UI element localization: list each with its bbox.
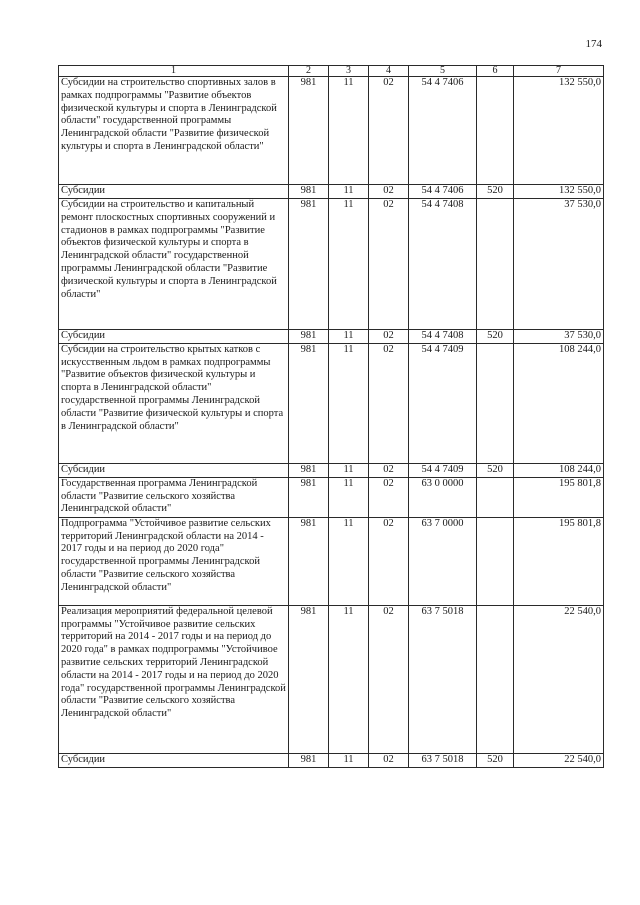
row-c5: 54 4 7406 bbox=[409, 185, 477, 199]
row-name: Субсидии bbox=[59, 753, 289, 767]
row-c3: 11 bbox=[329, 330, 369, 344]
row-c4: 02 bbox=[369, 605, 409, 753]
row-c3: 11 bbox=[329, 517, 369, 605]
row-name: Реализация мероприятий федеральной целевой программы "Устойчивое развитие сельских территорий на 2014 - 2017 годы и на период до 2020 года" в рамках подпрограммы "Устойчивое развитие сельских территорий Ленинградской области на 2014 - 2017 годы и на период до 2020 года" государственной программы Ленинградской области "Развитие сельского хозяйства Ленинградской области" bbox=[59, 605, 289, 753]
row-c5: 54 4 7409 bbox=[409, 463, 477, 477]
row-c6 bbox=[477, 477, 514, 517]
row-amount: 37 530,0 bbox=[514, 199, 604, 330]
table-row bbox=[59, 753, 604, 767]
row-c5: 54 4 7408 bbox=[409, 199, 477, 330]
column-number-row bbox=[59, 66, 604, 77]
table-row bbox=[59, 77, 604, 185]
row-c2: 981 bbox=[289, 605, 329, 753]
column-header: 2 bbox=[289, 66, 329, 77]
row-c6 bbox=[477, 199, 514, 330]
row-c2: 981 bbox=[289, 199, 329, 330]
row-amount: 22 540,0 bbox=[514, 753, 604, 767]
row-c6: 520 bbox=[477, 753, 514, 767]
row-c4: 02 bbox=[369, 343, 409, 463]
row-c5: 63 7 5018 bbox=[409, 605, 477, 753]
row-name: Субсидии на строительство и капитальный ремонт плоскостных спортивных сооружений и стадионов в рамках подпрограммы "Развитие объектов физической культуры и спорта в Ленинградской области" государственной программы Ленинградской области "Развитие физической культуры и спорта в Ленинградской области" bbox=[59, 199, 289, 330]
row-c3: 11 bbox=[329, 199, 369, 330]
column-header: 7 bbox=[514, 66, 604, 77]
table-row bbox=[59, 330, 604, 344]
column-header: 4 bbox=[369, 66, 409, 77]
row-amount: 195 801,8 bbox=[514, 477, 604, 517]
page-number: 174 bbox=[585, 38, 602, 50]
column-header: 1 bbox=[59, 66, 289, 77]
row-c3: 11 bbox=[329, 343, 369, 463]
row-c5: 63 7 0000 bbox=[409, 517, 477, 605]
row-c5: 54 4 7406 bbox=[409, 77, 477, 185]
row-c2: 981 bbox=[289, 343, 329, 463]
row-c5: 63 0 0000 bbox=[409, 477, 477, 517]
row-c5: 63 7 5018 bbox=[409, 753, 477, 767]
table-row bbox=[59, 463, 604, 477]
table-row bbox=[59, 477, 604, 517]
row-amount: 22 540,0 bbox=[514, 605, 604, 753]
row-amount: 108 244,0 bbox=[514, 463, 604, 477]
row-c4: 02 bbox=[369, 463, 409, 477]
column-header: 3 bbox=[329, 66, 369, 77]
row-amount: 108 244,0 bbox=[514, 343, 604, 463]
row-name: Субсидии на строительство спортивных залов в рамках подпрограммы "Развитие объектов физической культуры и спорта в Ленинградской области" государственной программы Ленинградской области "Развитие физической культуры и спорта в Ленинградской области" bbox=[59, 77, 289, 185]
row-c5: 54 4 7408 bbox=[409, 330, 477, 344]
column-header: 6 bbox=[477, 66, 514, 77]
row-c4: 02 bbox=[369, 477, 409, 517]
row-c4: 02 bbox=[369, 753, 409, 767]
table-row bbox=[59, 343, 604, 463]
row-name: Субсидии bbox=[59, 330, 289, 344]
row-c2: 981 bbox=[289, 517, 329, 605]
row-c4: 02 bbox=[369, 185, 409, 199]
row-c3: 11 bbox=[329, 77, 369, 185]
row-c3: 11 bbox=[329, 605, 369, 753]
row-c6 bbox=[477, 605, 514, 753]
row-c2: 981 bbox=[289, 753, 329, 767]
table-row bbox=[59, 605, 604, 753]
row-name: Субсидии на строительство крытых катков с искусственным льдом в рамках подпрограммы "Развитие объектов физической культуры и спорта в Ленинградской области" государственной программы Ленинградской области "Развитие физической культуры и спорта в Ленинградской области" bbox=[59, 343, 289, 463]
table-row bbox=[59, 517, 604, 605]
column-header: 5 bbox=[409, 66, 477, 77]
row-c3: 11 bbox=[329, 477, 369, 517]
row-c4: 02 bbox=[369, 330, 409, 344]
row-name: Субсидии bbox=[59, 185, 289, 199]
row-name: Подпрограмма "Устойчивое развитие сельских территорий Ленинградской области на 2014 - 2017 годы и на период до 2020 года" государственной программы Ленинградской области "Развитие сельского хозяйства Ленинградской области" bbox=[59, 517, 289, 605]
row-c6 bbox=[477, 517, 514, 605]
row-c4: 02 bbox=[369, 517, 409, 605]
row-c2: 981 bbox=[289, 463, 329, 477]
row-c2: 981 bbox=[289, 330, 329, 344]
row-c4: 02 bbox=[369, 199, 409, 330]
row-c2: 981 bbox=[289, 477, 329, 517]
row-amount: 37 530,0 bbox=[514, 330, 604, 344]
row-c6: 520 bbox=[477, 330, 514, 344]
row-c2: 981 bbox=[289, 77, 329, 185]
row-amount: 132 550,0 bbox=[514, 185, 604, 199]
row-name: Субсидии bbox=[59, 463, 289, 477]
row-c3: 11 bbox=[329, 753, 369, 767]
row-c2: 981 bbox=[289, 185, 329, 199]
row-amount: 132 550,0 bbox=[514, 77, 604, 185]
budget-table bbox=[58, 65, 604, 768]
table-row bbox=[59, 185, 604, 199]
row-c5: 54 4 7409 bbox=[409, 343, 477, 463]
row-name: Государственная программа Ленинградской области "Развитие сельского хозяйства Ленинградской области" bbox=[59, 477, 289, 517]
row-c6 bbox=[477, 343, 514, 463]
row-c3: 11 bbox=[329, 463, 369, 477]
row-c6 bbox=[477, 77, 514, 185]
row-c6: 520 bbox=[477, 463, 514, 477]
row-c4: 02 bbox=[369, 77, 409, 185]
table-row bbox=[59, 199, 604, 330]
row-c3: 11 bbox=[329, 185, 369, 199]
row-amount: 195 801,8 bbox=[514, 517, 604, 605]
row-c6: 520 bbox=[477, 185, 514, 199]
